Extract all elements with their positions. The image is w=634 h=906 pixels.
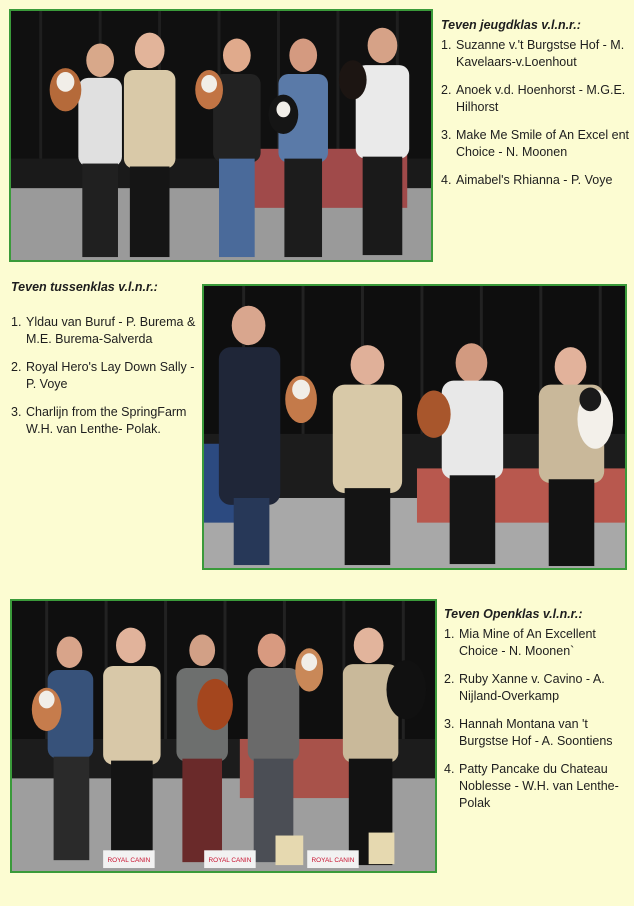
royal-canin-sign: ROYAL CANIN	[311, 857, 355, 865]
photo-tussenklas	[202, 284, 627, 570]
list-item: 4. Aimabel's Rhianna - P. Voye	[441, 173, 613, 187]
results-list	[11, 314, 196, 438]
section-heading: Teven jeugdklas v.l.n.r.:	[441, 18, 581, 32]
photo-openklas	[10, 599, 437, 873]
list-item: 1. Yldau van Buruf - P. Burema & M.E. Burema-Salverda	[11, 315, 196, 346]
royal-canin-sign: ROYAL CANIN	[208, 857, 252, 865]
caption-tussenklas	[11, 279, 196, 449]
list-item: 2. Royal Hero's Lay Down Sally - P. Voye	[11, 360, 195, 391]
section-heading: Teven Openklas v.l.n.r.:	[444, 607, 583, 621]
list-item: 3. Charlijn from the SpringFarm W.H. van Lenthe- Polak.	[11, 405, 187, 436]
caption-openklas	[444, 606, 630, 823]
list-item: 2. Anoek v.d. Hoenhorst - M.G.E. Hilhorst	[441, 83, 626, 114]
list-item: 3. Make Me Smile of An Excel ent Choice - N. Moonen	[441, 128, 629, 159]
list-item: 1. Mia Mine of An Excellent Choice - N. Moonen`	[444, 627, 596, 658]
section-heading: Teven tussenklas v.l.n.r.:	[11, 280, 158, 294]
list-item: 4. Patty Pancake du Chateau Noblesse - W.H. van Lenthe-Polak	[444, 762, 619, 810]
caption-jeugdklas	[441, 17, 629, 200]
photo-jeugdklas	[9, 9, 433, 262]
results-list	[441, 37, 629, 189]
list-item: 2. Ruby Xanne v. Cavino - A. Nijland-Overkamp	[444, 672, 605, 703]
royal-canin-sign: ROYAL CANIN	[107, 857, 151, 865]
list-item: 1. Suzanne v.'t Burgstse Hof - M. Kavelaars-v.Loenhout	[441, 38, 625, 69]
list-item: 3. Hannah Montana van 't Burgstse Hof - A. Soontiens	[444, 717, 613, 748]
results-list	[444, 626, 630, 812]
